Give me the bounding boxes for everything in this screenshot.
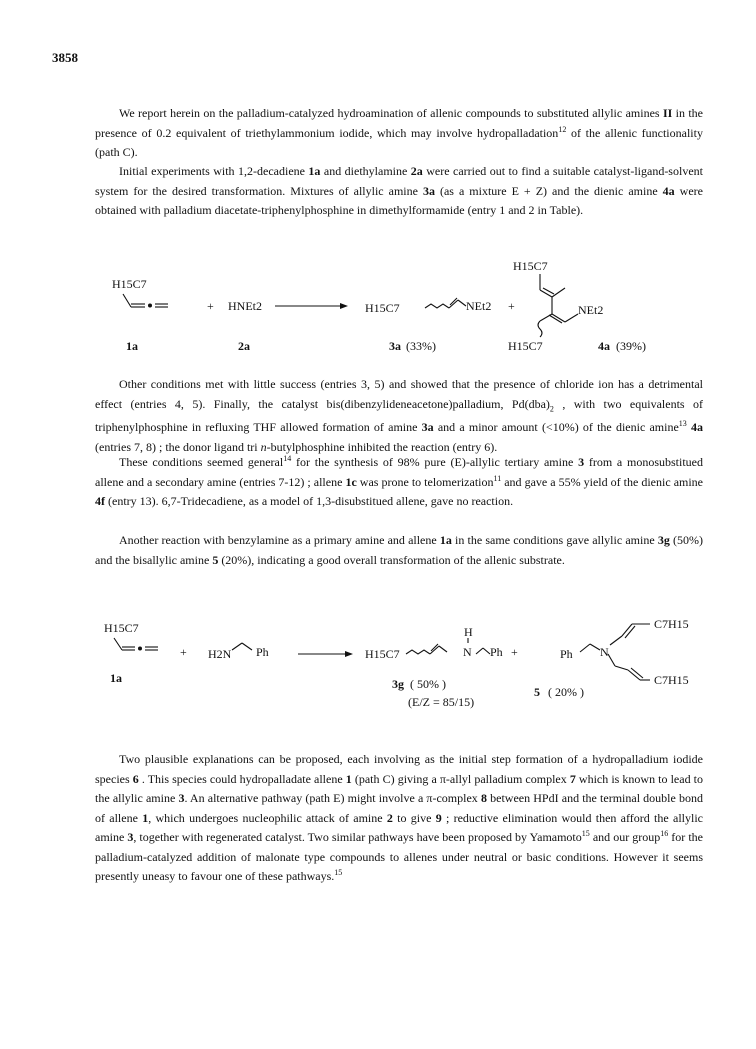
allene-center-dot (148, 304, 152, 308)
paragraph-benzylamine: Another reaction with benzylamine as a primary amine and allene 1a in the same conditions gave allylic amine 3g (50%) and the bisallylic amine 5 (20%), indicating a good overall transformation of the allenic substrate. (95, 533, 703, 567)
paragraph-other-conditions: Other conditions met with little success (entries 3, 5) and showed that the presence of chloride ion has a detrimental effect (entries 4, 5). Finally, the catalyst bis(dibenzylideneacetone)palladium, $Pd(dba)_2$ , with two equivalents of triphenylphosphine in refluxing THF allowed formation of amine 3a and a minor amount (<10%) of the dienic amine$^{13}$ 4a (entries 7, 8) ; the donor ligand tri n-butylphosphine inhibited the reaction (entry 6). (95, 377, 703, 454)
allene-center-dot-2 (138, 647, 142, 651)
paragraph-general-conditions: These conditions seemed general$^{14}$ for the synthesis of 98% pure (E)-allylic tertiary amine 3 from a monosubstitued allene and a secondary amine (entries 7-12) ; allene 1c was prone to telomerization$^{11}$ and gave a 55% yield of the dienic amine 4f (entry 13). 6,7-Tridecadiene, as a model of 1,3-disubstitued allene, gave no reaction. (95, 454, 704, 508)
yield-3a: (33%) (406, 339, 436, 353)
benzylamine-H2N: H2N (208, 647, 232, 661)
yield-3g: ( 50% ) (410, 677, 446, 691)
diethylamine-formula: HNEt2 (228, 299, 262, 313)
paragraph-intro: We report herein on the palladium-catalyzed hydroamination of allenic compounds to substituted allylic amines II in the presence of 0.2 equivalent of triethylammonium iodide, which may involve hydropalladation$^{12}$ of the allenic functionality (path C). (95, 106, 703, 159)
ratio-3g: (E/Z = 85/15) (408, 695, 475, 709)
page-number: 3858 (52, 50, 78, 65)
bisallyl-Ph: Ph (560, 647, 573, 661)
reaction-arrow-2 (345, 651, 353, 657)
label-5: 5 (534, 685, 540, 699)
reaction-scheme-2 (0, 610, 756, 710)
reaction-arrow-1 (340, 303, 348, 309)
paragraph-mechanism: Two plausible explanations can be proposed, each involving as the initial step formation of a hydropalladium iodide species 6 . This species could hydropalladate allene 1 (path C) giving a π-allyl palladium complex 7 which is known to lead to the allylic amine 3. An alternative pathway (path E) might involve a π-complex 8 between HPdI and the terminal double bond of allene 1, which undergoes nucleophilic attack of amine 2 to give 9 ; reductive elimination would then afford the allylic amine 3, together with regenerated catalyst. Two similar pathways have been proposed by Yamamoto$^{15}$ and our group$^{16}$ for the palladium-catalyzed addition of malonate type compounds to allenes under neutral or basic conditions. However it seems presently uneasy to favour one of these pathways.$^{15}$ (95, 752, 704, 883)
product-3g-group: H15C7 (365, 647, 400, 661)
product-3a-amine: NEt2 (466, 299, 492, 313)
diene-top-group: H15C7 (513, 259, 548, 273)
label-1a-2: 1a (110, 671, 122, 685)
label-3a: 3a (389, 339, 401, 353)
product-3a-group: H15C7 (365, 301, 400, 315)
product-3g-H: H (464, 625, 473, 639)
diene-bottom-group: H15C7 (508, 339, 543, 353)
yield-4a: (39%) (616, 339, 646, 353)
reactant-group-label-2: H15C7 (104, 621, 139, 635)
benzylamine-Ph: Ph (256, 645, 269, 659)
bisallyl-top-chain: C7H15 (654, 617, 689, 631)
paragraph-initial-experiments: Initial experiments with 1,2-decadiene 1a and diethylamine 2a were carried out to find a suitable catalyst-ligand-solvent system for the desired transformation. Mixtures of allylic amine 3a (as a mixture E + Z) and the dienic amine 4a were obtained with palladium diacetate-triphenylphosphine in dimethylformamide (entry 1 and 2 in Table). (95, 164, 703, 217)
label-3g: 3g (392, 677, 404, 691)
plus-sign-4: + (511, 645, 518, 659)
bisallyl-N: N (600, 645, 609, 659)
label-4a: 4a (598, 339, 610, 353)
bisallyl-bottom-chain: C7H15 (654, 673, 689, 687)
diene-amine: NEt2 (578, 303, 604, 317)
plus-sign-3: + (180, 645, 187, 659)
label-2a: 2a (238, 339, 250, 353)
product-3g-Ph: Ph (490, 645, 503, 659)
reactant-group-label: H15C7 (112, 277, 147, 291)
label-1a: 1a (126, 339, 138, 353)
product-3g-N: N (463, 645, 472, 659)
plus-sign: + (207, 299, 214, 313)
reaction-scheme-1 (0, 252, 756, 362)
yield-5: ( 20% ) (548, 685, 584, 699)
plus-sign-2: + (508, 299, 515, 313)
